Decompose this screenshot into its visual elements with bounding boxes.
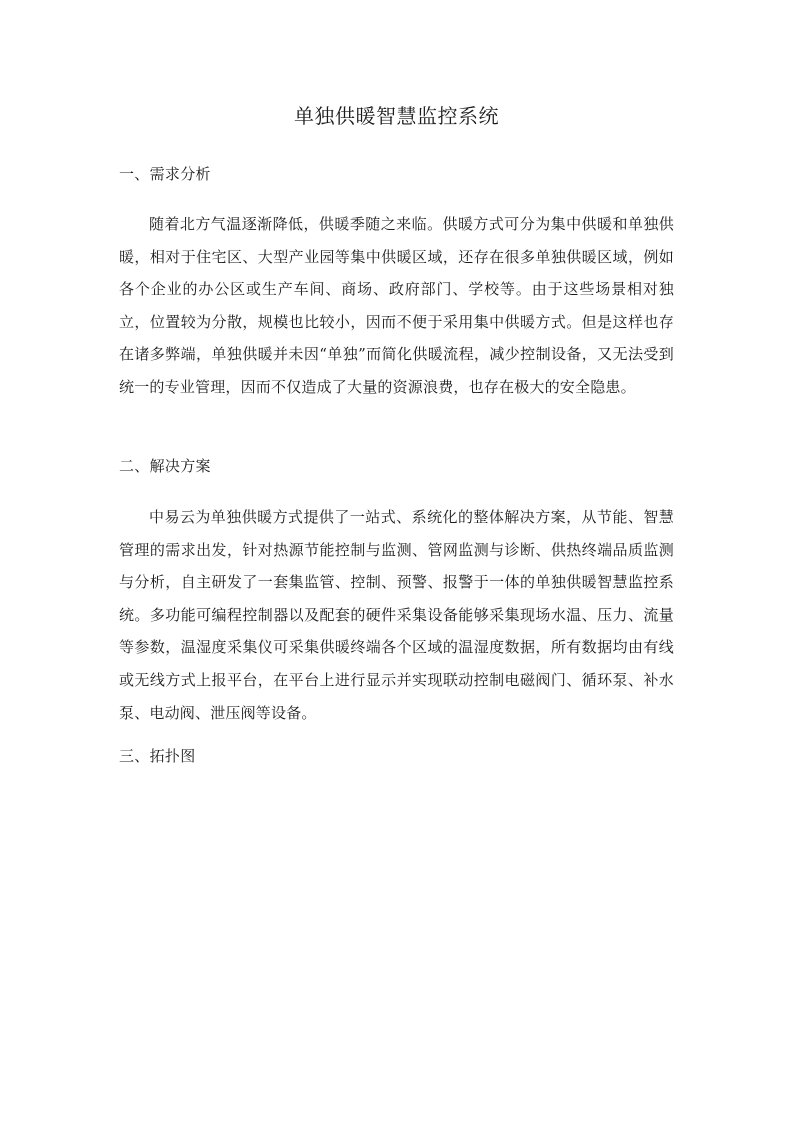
- section-heading-topology: 三、拓扑图: [119, 747, 196, 765]
- section-paragraph-requirements: 随着北方气温逐渐降低，供暖季随之来临。供暖方式可分为集中供暖和单独供暖，相对于住宅区、大型产业园等集中供暖区域，还存在很多单独供暖区域，例如各个企业的办公区或生产车间、商场、政府部门、学校等。由于这些场景相对独立，位置较为分散，规模也比较小，因而不便于采用集中供暖方式。但是这样也存在诸多弊端，单独供暖并未因“单独”而简化供暖流程，减少控制设备，又无法受到统一的专业管理，因而不仅造成了大量的资源浪费，也存在极大的安全隐患。: [119, 215, 674, 396]
- document-title: 单独供暖智慧监控系统: [294, 104, 499, 128]
- section-heading-solution: 二、解决方案: [119, 457, 211, 475]
- section-heading-requirements: 一、需求分析: [119, 165, 211, 183]
- section-paragraph-solution: 中易云为单独供暖方式提供了一站式、系统化的整体解决方案，从节能、智慧管理的需求出发，针对热源节能控制与监测、管网监测与诊断、供热终端品质监测与分析，自主研发了一套集监管、控制、预警、报警于一体的单独供暖智慧监控系统。多功能可编程控制器以及配套的硬件采集设备能够采集现场水温、压力、流量等参数，温湿度采集仪可采集供暖终端各个区域的温湿度数据，所有数据均由有线或无线方式上报平台，在平台上进行显示并实现联动控制电磁阀门、循环泵、补水泵、电动阀、泄压阀等设备。: [119, 508, 674, 722]
